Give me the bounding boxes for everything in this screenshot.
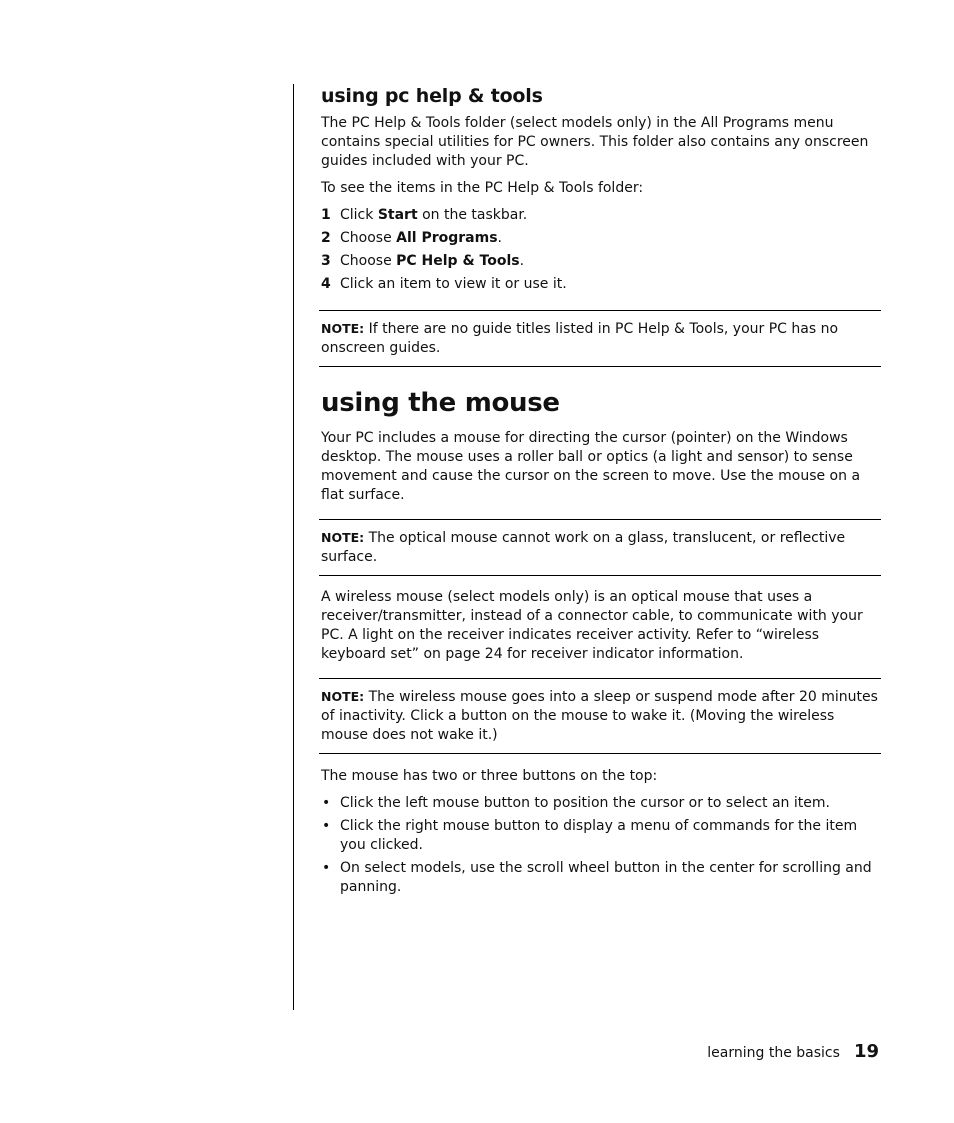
bullet-item xyxy=(321,859,881,897)
step-number: 4 xyxy=(321,276,331,292)
step-item xyxy=(321,229,881,248)
step-text-bold: PC Help & Tools xyxy=(396,253,520,269)
step-number: 2 xyxy=(321,230,331,246)
margin-rule xyxy=(293,84,294,1010)
step-item xyxy=(321,275,881,294)
step-text-post: . xyxy=(519,253,525,269)
step-text-pre: Choose xyxy=(340,253,397,269)
bullet-marker: • xyxy=(322,818,331,834)
bullet-marker: • xyxy=(322,795,331,811)
note-label: NOTE: xyxy=(321,321,365,336)
step-item xyxy=(321,206,881,225)
mouse-buttons-list xyxy=(321,794,881,897)
note-label: NOTE: xyxy=(321,689,365,704)
page-number: 19 xyxy=(853,1041,879,1062)
page-content xyxy=(321,80,881,901)
step-text-pre: Click xyxy=(340,207,378,223)
pc-help-lead: To see the items in the PC Help & Tools folder: xyxy=(321,180,644,196)
buttons-lead: The mouse has two or three buttons on the top: xyxy=(321,768,658,784)
note-box-guides xyxy=(319,310,881,367)
bullet-item xyxy=(321,817,881,855)
step-text-bold: All Programs xyxy=(396,230,498,246)
section-heading-mouse: using the mouse xyxy=(321,388,560,418)
step-text-post: on the taskbar. xyxy=(417,207,528,223)
mouse-intro: Your PC includes a mouse for directing the cursor (pointer) on the Windows desktop. The mouse uses a roller ball or optics (a light and sensor) to sense movement and cause the cursor on the screen to move. Use the mouse on a flat surface. xyxy=(321,430,861,503)
wireless-mouse-paragraph: A wireless mouse (select models only) is an optical mouse that uses a receiver/transmitter, instead of a connector cable, to communicate with your PC. A light on the receiver indicates receiver activity. Refer to “wireless keyboard set” on page 24 for receiver indicator information. xyxy=(321,589,863,662)
step-number: 3 xyxy=(321,253,331,269)
pc-help-intro: The PC Help & Tools folder (select models only) in the All Programs menu contains special utilities for PC owners. This folder also contains any onscreen guides included with your PC. xyxy=(321,115,869,169)
note-text: The wireless mouse goes into a sleep or suspend mode after 20 minutes of inactivity. Click a button on the mouse to wake it. (Moving the wireless mouse does not wake it.) xyxy=(321,689,878,743)
bullet-text: On select models, use the scroll wheel button in the center for scrolling and panning. xyxy=(340,860,872,895)
page-footer xyxy=(707,1042,879,1063)
step-item xyxy=(321,252,881,271)
step-text-post: . xyxy=(497,230,502,246)
bullet-text: Click the left mouse button to position the cursor or to select an item. xyxy=(340,795,830,811)
note-box-optical xyxy=(319,519,881,576)
bullet-item xyxy=(321,794,881,813)
note-label: NOTE: xyxy=(321,530,365,545)
note-box-sleep xyxy=(319,678,881,754)
step-text-pre: Click an item to view it or use it. xyxy=(340,276,567,292)
bullet-text: Click the right mouse button to display a menu of commands for the item you clicked. xyxy=(340,818,858,853)
chapter-title: learning the basics xyxy=(707,1045,840,1061)
step-text-pre: Choose xyxy=(340,230,397,246)
step-number: 1 xyxy=(321,207,331,223)
step-text-bold: Start xyxy=(377,207,418,223)
note-text: The optical mouse cannot work on a glass, translucent, or reflective surface. xyxy=(321,530,846,565)
bullet-marker: • xyxy=(322,860,331,876)
note-text: If there are no guide titles listed in PC Help & Tools, your PC has no onscreen guides. xyxy=(321,321,839,356)
steps-list xyxy=(321,206,881,294)
section-heading-pc-help: using pc help & tools xyxy=(321,85,543,107)
